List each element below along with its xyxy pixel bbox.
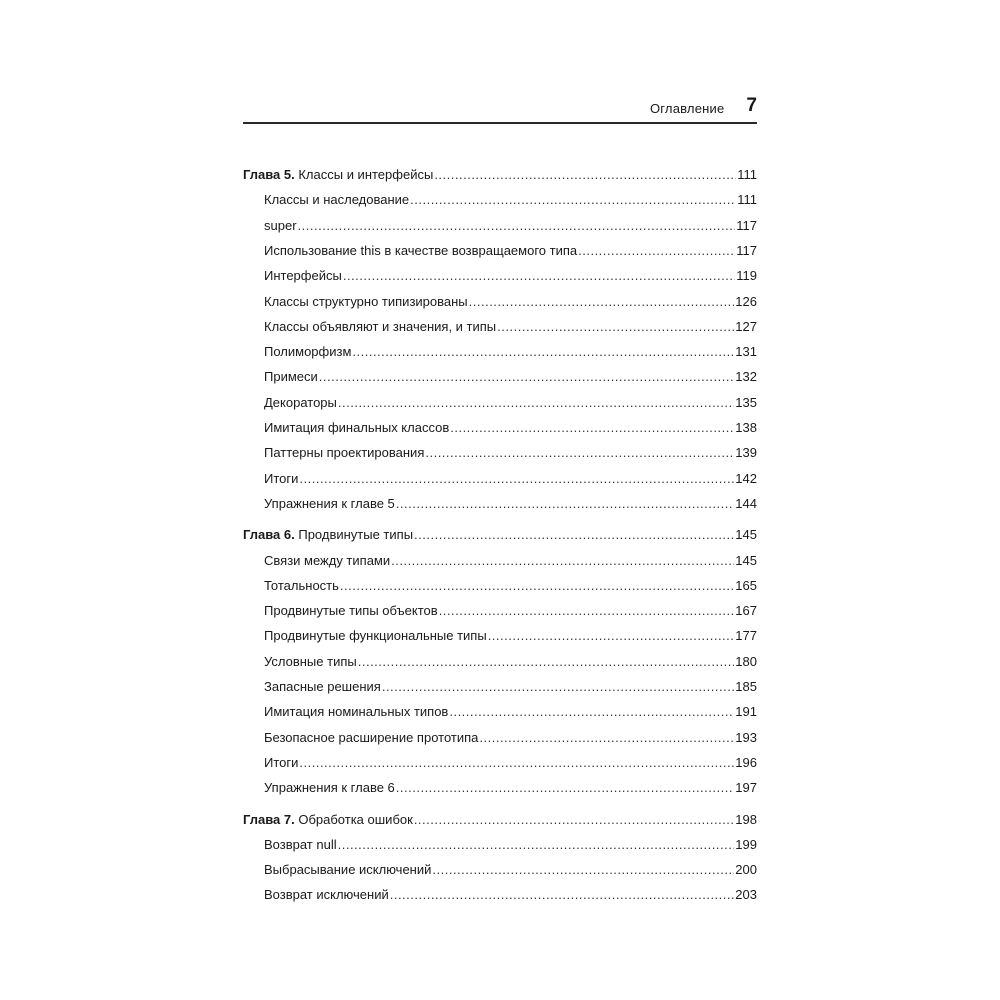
section-title: Продвинутые функциональные типы (264, 628, 487, 644)
section-page-number: 139 (735, 445, 757, 461)
dot-leader (396, 777, 735, 799)
section-page-number: 144 (735, 495, 757, 511)
section-page-number: 185 (735, 679, 757, 694)
chapter-label: Глава 7. (243, 811, 295, 827)
dot-leader (319, 366, 735, 388)
toc-section-row[interactable] (264, 316, 757, 338)
toc-section-row[interactable] (264, 727, 757, 749)
dot-leader (396, 493, 735, 515)
section-page-number: 167 (735, 603, 757, 619)
dot-leader (343, 265, 735, 287)
toc-section-row[interactable] (264, 701, 757, 723)
toc-chapter-row[interactable] (243, 809, 757, 831)
dot-leader (299, 468, 734, 490)
dot-leader (338, 834, 735, 856)
chapter-page-number: 145 (735, 527, 757, 543)
toc-section-row[interactable] (264, 752, 757, 774)
section-title: Тотальность (264, 577, 339, 593)
dot-leader (390, 884, 735, 906)
section-title: super (264, 217, 297, 233)
section-title: Полиморфизм (264, 344, 352, 360)
section-title: Классы структурно типизированы (264, 293, 468, 309)
section-title: Примеси (264, 369, 318, 385)
toc-section-row[interactable] (264, 341, 757, 363)
section-page-number: 131 (735, 344, 757, 360)
section-title: Условные типы (264, 653, 357, 669)
section-title: Продвинутые типы объектов (264, 603, 438, 619)
dot-leader (479, 727, 734, 749)
section-title: Интерфейсы (264, 268, 342, 284)
toc-section-row[interactable] (264, 600, 757, 622)
dot-leader (298, 215, 736, 237)
dot-leader (439, 600, 735, 622)
chapter-page-number: 198 (735, 811, 757, 827)
chapter-title: Обработка ошибок (298, 811, 413, 827)
section-page-number: 135 (735, 394, 757, 410)
toc-section-row[interactable] (264, 265, 757, 287)
dot-leader (414, 524, 734, 546)
section-page-number: 196 (735, 754, 757, 770)
book-page (243, 0, 757, 1000)
section-title: Декораторы (264, 394, 337, 410)
section-page-number: 119 (736, 268, 757, 284)
section-title: Использование this в качестве возвращаемого типа (264, 242, 578, 258)
section-title: Возврат null (264, 836, 337, 852)
section-title: Классы объявляют и значения, и типы (264, 318, 497, 334)
dot-leader (338, 392, 734, 414)
chapter-title: Классы и интерфейсы (298, 167, 434, 182)
chapter-page-number: 111 (737, 167, 757, 182)
section-page-number: 117 (736, 217, 757, 233)
running-head-title: Оглавление (649, 100, 725, 116)
toc-section-row[interactable] (264, 676, 757, 698)
toc-section-row[interactable] (264, 366, 757, 388)
toc-chapter-heading (243, 524, 413, 546)
section-title: Классы и наследование (264, 192, 410, 208)
dot-leader (425, 442, 734, 464)
section-title: Имитация финальных классов (264, 420, 450, 435)
section-page-number: 200 (735, 862, 757, 878)
toc-section-row[interactable] (264, 651, 757, 673)
toc-section-row[interactable] (264, 550, 757, 572)
dot-leader (469, 291, 735, 313)
dot-leader (299, 752, 734, 774)
chapter-label: Глава 5. (243, 167, 295, 182)
section-page-number: 117 (736, 242, 757, 258)
dot-leader (414, 809, 734, 831)
toc-section-row[interactable] (264, 625, 757, 647)
toc-section-row[interactable] (264, 417, 757, 439)
toc-section-row[interactable] (264, 392, 757, 414)
toc-section-row[interactable] (264, 215, 757, 237)
dot-leader (488, 625, 735, 647)
toc-section-row[interactable] (264, 859, 757, 881)
section-page-number: 111 (737, 192, 757, 208)
section-page-number: 177 (735, 628, 757, 644)
section-title: Упражнения к главе 6 (264, 780, 395, 796)
section-title: Итоги (264, 470, 299, 486)
toc-chapter-row[interactable] (243, 524, 757, 546)
section-title: Запасные решения (264, 679, 381, 694)
chapter-label: Глава 6. (243, 527, 295, 543)
section-title: Безопасное расширение прототипа (264, 729, 479, 745)
section-title: Упражнения к главе 5 (264, 495, 395, 511)
toc-section-row[interactable] (264, 777, 757, 799)
toc-chapter-heading (243, 164, 433, 186)
section-page-number: 191 (735, 704, 757, 720)
dot-leader (391, 550, 734, 572)
section-title: Связи между типами (264, 552, 391, 568)
toc-section-row[interactable] (264, 240, 757, 262)
section-page-number: 145 (735, 552, 757, 568)
toc-section-row[interactable] (264, 291, 757, 313)
header-rule (243, 122, 757, 124)
dot-leader (449, 701, 734, 723)
section-page-number: 203 (735, 887, 757, 903)
section-page-number: 180 (735, 653, 757, 669)
section-page-number: 165 (735, 577, 757, 593)
dot-leader (410, 189, 736, 211)
toc-section-row[interactable] (264, 884, 757, 906)
section-title: Паттерны проектирования (264, 445, 425, 461)
toc-chapter-row[interactable] (243, 164, 757, 186)
section-page-number: 132 (735, 369, 757, 385)
dot-leader (450, 417, 734, 439)
dot-leader (432, 859, 734, 881)
section-title: Выбрасывание исключений (264, 862, 432, 878)
section-page-number: 126 (735, 293, 757, 309)
dot-leader (382, 676, 734, 698)
section-page-number: 142 (735, 470, 757, 486)
toc-chapter-heading (243, 809, 413, 831)
toc-section-row[interactable] (264, 493, 757, 515)
dot-leader (497, 316, 734, 338)
section-page-number: 193 (735, 729, 757, 745)
section-page-number: 138 (735, 420, 757, 435)
toc-section-row[interactable] (264, 442, 757, 464)
dot-leader (352, 341, 734, 363)
dot-leader (578, 240, 735, 262)
toc-section-row[interactable] (264, 575, 757, 597)
dot-leader (340, 575, 734, 597)
toc-section-row[interactable] (264, 189, 757, 211)
section-title: Итоги (264, 754, 299, 770)
section-title: Возврат исключений (264, 887, 389, 903)
section-page-number: 127 (735, 318, 757, 334)
dot-leader (358, 651, 735, 673)
chapter-title: Продвинутые типы (298, 527, 414, 543)
dot-leader (434, 164, 736, 186)
section-page-number: 199 (735, 836, 757, 852)
page-number: 7 (746, 95, 757, 116)
toc-section-row[interactable] (264, 834, 757, 856)
running-head (243, 92, 757, 120)
section-title: Имитация номинальных типов (264, 704, 449, 720)
toc-section-row[interactable] (264, 468, 757, 490)
section-page-number: 197 (735, 780, 757, 796)
